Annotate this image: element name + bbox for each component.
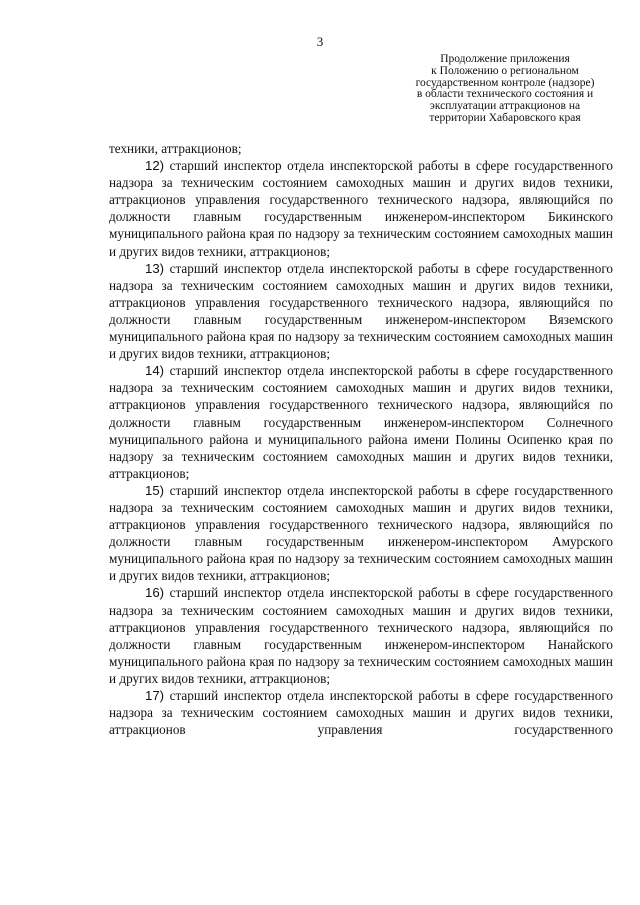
list-item (109, 482, 613, 585)
appendix-note-line: территории Хабаровского края (429, 111, 581, 124)
appendix-note-line: в области технического состояния и (416, 88, 594, 101)
list-item-text: старший инспектор отдела инспекторской работы в сфере государственного надзора за техническим состоянием самоходных машин и других видов техники, аттракционов управления государственного технического надзора, являющийся по должности главным государственным инженером-инспектором Амурского муниципального района края по надзору за техническим состоянием самоходных машин и других видов техники, аттракционов; (109, 482, 613, 584)
appendix-note-line: Продолжение приложения (440, 53, 570, 65)
list-item-number: 15) (145, 482, 165, 498)
list-item-text: старший инспектор отдела инспекторской работы в сфере государственного надзора за техническим состоянием самоходных машин и других видов техники, аттракционов управления государственного технического надзора, являющийся по должности главным государственным инженером-инспектором Нанайского муниципального района края по надзору за техническим состоянием самоходных машин и других видов техники, аттракционов; (109, 585, 613, 686)
list-item-text: старший инспектор отдела инспекторской работы в сфере государственного надзора за техническим состоянием самоходных машин и других видов техники, аттракционов управления государственного технического надзора, являющийся по должности главным государственным инженером-инспектором Вяземского муниципального района края по надзору за техническим состоянием самоходных машин и других видов техники, аттракционов; (109, 260, 613, 362)
list-item-text: старший инспектор отдела инспекторской работы в сфере государственного надзора за техническим состоянием самоходных машин и других видов техники, аттракционов управления государственного технического надзора, являющийся по должности главным государственным инженером-инспектором Бикинского муниципального района края по надзору за техническим состоянием самоходных машин и других видов техники, аттракционов; (109, 158, 613, 259)
list-item (109, 584, 613, 687)
appendix-note (395, 54, 615, 125)
list-item (109, 687, 613, 738)
list-item (109, 260, 613, 363)
appendix-note-line: государственном контроле (надзоре) (415, 76, 595, 89)
document-body (109, 140, 613, 738)
list-item-number: 17) (145, 688, 165, 703)
list-item-text: старший инспектор отдела инспекторской работы в сфере государственного надзора за техническим состоянием самоходных машин и других видов техники, аттракционов управления государственного (109, 688, 613, 738)
appendix-note-line: эксплуатации аттракционов на (429, 100, 581, 113)
page-number: 3 (316, 34, 324, 49)
list-item-number: 12) (145, 158, 165, 174)
continuation-text: техники, аттракционов; (109, 141, 242, 156)
list-item-text: старший инспектор отдела инспекторской работы в сфере государственного надзора за техническим состоянием самоходных машин и других видов техники, аттракционов управления государственного технического надзора, являющийся по должности главным государственным инженером-инспектором Солнечного муниципального района и муниципального района имени Полины Осипенко края по надзору за техническим состоянием самоходных машин и других видов техники, аттракционов; (109, 363, 613, 481)
list-item (109, 157, 613, 260)
appendix-note-line: к Положению о региональном (431, 64, 579, 77)
list-item-number: 13) (145, 260, 165, 276)
list-item-number: 16) (145, 585, 165, 601)
list-item-number: 14) (145, 363, 165, 379)
list-item (109, 362, 613, 482)
